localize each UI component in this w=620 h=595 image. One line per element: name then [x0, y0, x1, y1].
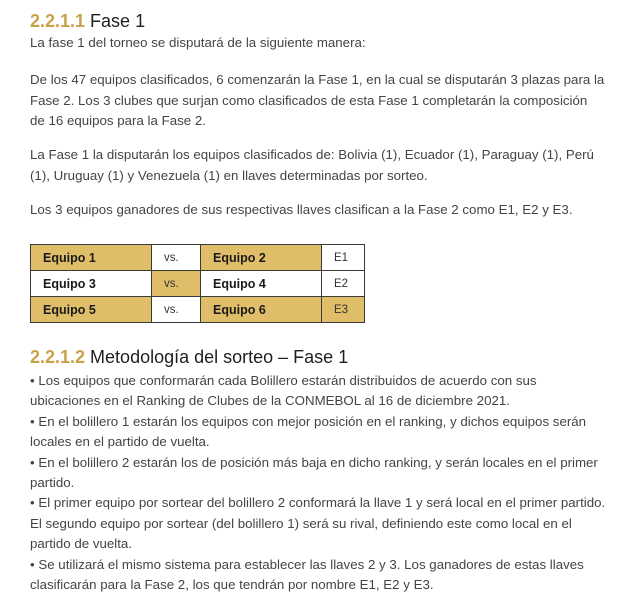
list-item: • En el bolillero 2 estarán los de posición más baja en dicho ranking, y serán locales en el primer partido.: [30, 454, 598, 491]
list-item: • Se utilizará el mismo sistema para establecer las llaves 2 y 3. Los ganadores de estas llaves clasificarán para la Fase 2, los que tendrán por nombre E1, E2 y E3.: [30, 556, 584, 593]
home-team-cell: Equipo 1: [31, 245, 152, 271]
section-number: 2.2.1.1: [30, 11, 86, 31]
versus-cell: vs.: [152, 297, 201, 323]
section-number: 2.2.1.2: [30, 347, 86, 367]
fixtures-table: [30, 244, 365, 323]
bullet-list: [30, 371, 608, 595]
section-title: Metodología del sorteo – Fase 1: [90, 347, 349, 367]
versus-cell: vs.: [152, 245, 201, 271]
list-item: • El primer equipo por sortear del bolillero 2 conformará la llave 1 y será local en el primer partido. El segundo equipo por sortear (del bolillero 1) será su rival, definiendo este como local en el partido de vuelta.: [30, 495, 606, 552]
away-team-cell: Equipo 2: [201, 245, 322, 271]
table-row: [31, 297, 365, 323]
away-team-cell: Equipo 6: [201, 297, 322, 323]
home-team-cell: Equipo 3: [31, 271, 152, 297]
home-team-cell: Equipo 5: [31, 297, 152, 323]
paragraph-winners: Los 3 equipos ganadores de sus respectivas llaves clasifican a la Fase 2 como E1, E2 y E3.: [30, 202, 573, 217]
table-row: [31, 271, 365, 297]
paragraph-composition: De los 47 equipos clasificados, 6 comenzarán la Fase 1, en la cual se disputarán 3 plazas para la Fase 2. Los 3 clubes que surjan como clasificados de esta Fase 1 completarán la composición de 16 equipos para la Fase 2.: [30, 72, 605, 128]
winner-code-cell: E2: [322, 271, 365, 297]
section-heading-fase-1: [30, 10, 145, 32]
list-item: • En el bolillero 1 estarán los equipos con mejor posición en el ranking, y dichos equipos serán locales en el partido de vuelta.: [30, 413, 587, 450]
section-title: Fase 1: [90, 11, 146, 31]
table-row: [31, 245, 365, 271]
versus-cell: vs.: [152, 271, 201, 297]
section-heading-metodologia: [30, 346, 348, 368]
paragraph-intro: La fase 1 del torneo se disputará de la siguiente manera:: [30, 35, 366, 50]
away-team-cell: Equipo 4: [201, 271, 322, 297]
list-item: • Los equipos que conformarán cada Bolillero estarán distribuidos de acuerdo con sus ubicaciones en el Ranking de Clubes de la CONMEBOL al 16 de diciembre 2021.: [30, 373, 537, 409]
paragraph-countries: La Fase 1 la disputarán los equipos clasificados de: Bolivia (1), Ecuador (1), Paraguay (1), Perú (1), Uruguay (1) y Venezuela (1) en llaves determinadas por sorteo.: [30, 147, 594, 183]
winner-code-cell: E1: [322, 245, 365, 271]
winner-code-cell: E3: [322, 297, 365, 323]
